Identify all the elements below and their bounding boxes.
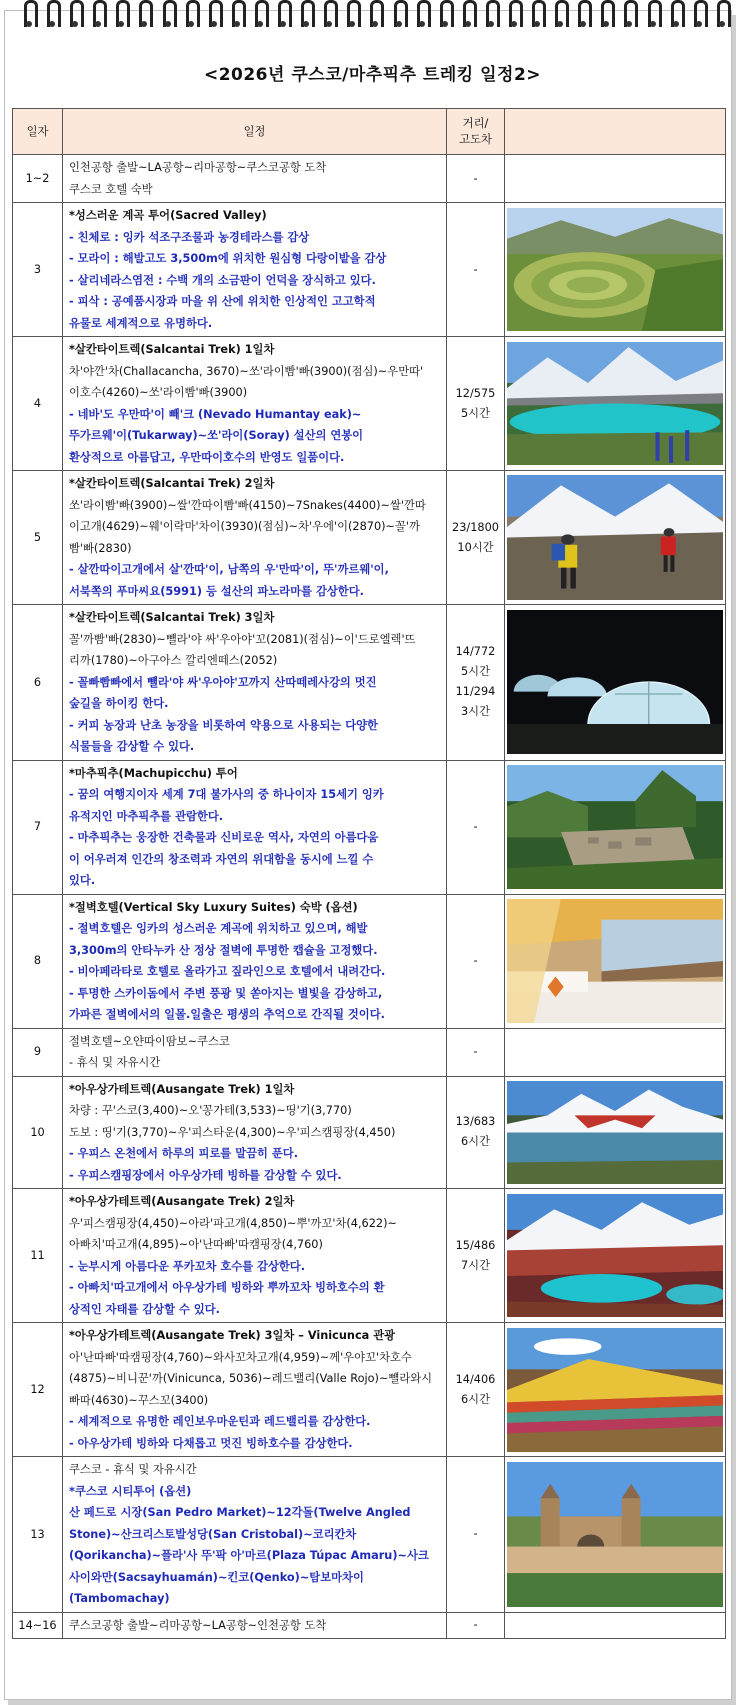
schedule-line: - 살깐따이고개에서 살'깐따'이, 남쪽의 우'만따'이, 뚜'까르웨'이,	[69, 563, 389, 576]
spiral-ring	[184, 0, 197, 32]
day-cell: 14~16	[13, 1612, 63, 1639]
spiral-ring	[669, 0, 682, 32]
spiral-ring	[530, 0, 543, 32]
schedule-line: 식물들을 감상할 수 있다.	[69, 740, 195, 753]
schedule-line: 차'야깐'차(Challacancha, 3670)~쏘'라이빰'빠(3900)(점심)~우만따'	[69, 364, 424, 378]
spiral-ring	[415, 0, 428, 32]
schedule-line: 쿠스코 호텔 숙박	[69, 182, 153, 196]
schedule-line: 이호수(4260)~쏘'라이빰'빠(3900)	[69, 386, 248, 399]
itinerary-row	[13, 1076, 726, 1189]
schedule-cell	[63, 337, 447, 471]
schedule-line: 숲길을 하이킹 한다.	[69, 697, 169, 710]
schedule-cell	[63, 894, 447, 1028]
day-cell: 5	[13, 471, 63, 605]
schedule-cell	[63, 760, 447, 894]
glacier-lake-photo	[507, 1194, 723, 1317]
day-cell: 13	[13, 1457, 63, 1613]
photo-cell	[505, 605, 726, 761]
photo-cell	[505, 337, 726, 471]
day-cell: 11	[13, 1189, 63, 1323]
distance-cell: 14/406 6시간	[447, 1323, 505, 1457]
schedule-line: *살칸타이트렉(Salcantai Trek) 3일차	[69, 611, 275, 624]
spiral-ring	[646, 0, 659, 32]
schedule-line: 빰'빠(2830)	[69, 541, 132, 555]
photo-cell	[505, 894, 726, 1028]
schedule-line: *마추픽추(Machupicchu) 투어	[69, 766, 238, 780]
schedule-line: 상적인 자태를 감상할 수 있다.	[69, 1302, 220, 1316]
spiral-ring	[230, 0, 243, 32]
spiral-ring	[114, 0, 127, 32]
distance-cell: 13/683 6시간	[447, 1076, 505, 1189]
schedule-line: - 투명한 스카이돔에서 주변 풍광 및 쏟아지는 별빛을 감상하고,	[69, 986, 383, 1000]
sky-suite-photo	[507, 899, 723, 1023]
spiral-ring	[461, 0, 474, 32]
schedule-line: 유물로 세계적으로 유명하다.	[69, 316, 213, 330]
spiral-ring	[392, 0, 405, 32]
spiral-ring	[276, 0, 289, 32]
sacred-valley-photo	[507, 208, 723, 331]
schedule-line: 인천공항 출발~LA공항~리마공항~쿠스코공항 도착	[69, 161, 327, 174]
trekkers-photo	[507, 475, 723, 600]
distance-cell: -	[447, 203, 505, 337]
spiral-ring	[68, 0, 81, 32]
schedule-line: (Qorikancha)~플라'사 뚜'팍 아'마르(Plaza Túpac Amaru)~사크	[69, 1549, 429, 1562]
humantay-lake-photo	[507, 342, 723, 465]
spiral-ring	[207, 0, 220, 32]
schedule-cell	[63, 605, 447, 761]
spiral-ring	[599, 0, 612, 32]
schedule-cell	[63, 1028, 447, 1076]
spiral-binding	[22, 0, 728, 34]
schedule-cell	[63, 1189, 447, 1323]
photo-cell	[505, 471, 726, 605]
itinerary-row	[13, 605, 726, 761]
schedule-line: 쿠스코 - 휴식 및 자유시간	[69, 1463, 197, 1476]
schedule-line: - 꼴빠빰빠에서 뺼라'야 싸'우아야'꼬까지 산따떼레사강의 멋진	[69, 675, 377, 689]
schedule-line: *아우상가테트렉(Ausangate Trek) 1일차	[69, 1082, 295, 1096]
itinerary-row	[13, 1189, 726, 1323]
schedule-line: - 마추픽추는 웅장한 건축물과 신비로운 역사, 자연의 아름다움	[69, 831, 379, 844]
schedule-cell	[63, 1323, 447, 1457]
schedule-line: 꼴'까빰'빠(2830)~뺼라'야 싸'우아야'꼬(2081)(점심)~이'드로엘렉'뜨	[69, 632, 416, 646]
spiral-ring	[622, 0, 635, 32]
schedule-line: 우'피스캠핑장(4,450)~아라'파고개(4,850)~뿌'까꼬'차(4,622)~	[69, 1216, 397, 1230]
schedule-line: 쏘'라이빰'빠(3900)~쌀'깐따이빰'빠(4150)~7Snakes(4400)~쌀'깐따	[69, 498, 426, 512]
schedule-line: *아우상가테트렉(Ausangate Trek) 2일차	[69, 1195, 295, 1208]
schedule-line: 빠따(4630)~꾸스꼬(3400)	[69, 1393, 209, 1407]
day-cell: 3	[13, 203, 63, 337]
schedule-line: - 친체로 : 잉카 석조구조물과 농경테라스를 감상	[69, 230, 310, 244]
spiral-ring	[715, 0, 728, 32]
rainbow-mountain-photo	[507, 1328, 723, 1452]
schedule-cell	[63, 1612, 447, 1639]
schedule-line: *살칸타이트렉(Salcantai Trek) 1일차	[69, 343, 275, 356]
day-cell: 7	[13, 760, 63, 894]
schedule-line: - 살리네라스염전 : 수백 개의 소금판이 언덕을 장식하고 있다.	[69, 273, 376, 287]
schedule-line: 도보 : 띵'기(3,770)~우'피스타운(4,300)~우'피스캠핑장(4,450)	[69, 1125, 396, 1139]
ausangate-photo	[507, 1081, 723, 1184]
schedule-line: *살칸타이트렉(Salcantai Trek) 2일차	[69, 477, 275, 490]
distance-cell: 15/486 7시간	[447, 1189, 505, 1323]
spiral-ring	[553, 0, 566, 32]
itinerary-row	[13, 1028, 726, 1076]
distance-cell: 12/575 5시간	[447, 337, 505, 471]
schedule-cell	[63, 471, 447, 605]
spiral-ring	[161, 0, 174, 32]
spiral-ring	[22, 0, 35, 32]
itinerary-row	[13, 471, 726, 605]
schedule-line: Stone)~산크리스토발성당(San Cristobal)~코리칸차	[69, 1527, 357, 1541]
machu-picchu-photo	[507, 765, 723, 889]
schedule-line: - 휴식 및 자유시간	[69, 1056, 161, 1069]
schedule-line: - 피삭 : 공예품시장과 마을 위 산에 위치한 인상적인 고고학적	[69, 295, 376, 308]
schedule-cell	[63, 203, 447, 337]
photo-cell	[505, 1323, 726, 1457]
spiral-ring	[137, 0, 150, 32]
schedule-cell	[63, 1076, 447, 1189]
schedule-cell	[63, 1457, 447, 1613]
photo-cell	[505, 1076, 726, 1189]
spiral-ring	[299, 0, 312, 32]
spiral-ring	[345, 0, 358, 32]
spiral-ring	[484, 0, 497, 32]
itinerary-row	[13, 1323, 726, 1457]
schedule-line: 있다.	[69, 874, 96, 887]
schedule-line: - 절벽호텔은 잉카의 성스러운 계곡에 위치하고 있으며, 해발	[69, 922, 368, 935]
distance-cell: 23/1800 10시간	[447, 471, 505, 605]
distance-cell: -	[447, 1612, 505, 1639]
schedule-line: 3,300m의 안타누카 산 정상 절벽에 투명한 캡슐을 고정했다.	[69, 943, 378, 957]
schedule-line: - 세계적으로 유명한 레인보우마운틴과 레드밸리를 감상한다.	[69, 1415, 371, 1428]
schedule-line: 절벽호텔~오얀따이땀보~쿠스코	[69, 1034, 230, 1048]
distance-cell: -	[447, 1028, 505, 1076]
schedule-cell	[63, 155, 447, 203]
photo-cell	[505, 760, 726, 894]
itinerary-body	[13, 155, 726, 1639]
photo-cell	[505, 1612, 726, 1639]
day-cell: 9	[13, 1028, 63, 1076]
schedule-line: 서북쪽의 푸마씨요(5991) 등 설산의 파노라마를 감상한다.	[69, 584, 364, 598]
photo-cell	[505, 1189, 726, 1323]
schedule-line: *아우상가테트렉(Ausangate Trek) 3일차 – Vinicunca 관광	[69, 1329, 396, 1342]
itinerary-table	[12, 108, 726, 1639]
day-cell: 8	[13, 894, 63, 1028]
header-day: 일자	[13, 109, 63, 155]
spiral-ring	[253, 0, 266, 32]
schedule-line: (4875)~비니꾼'까(Vinicunca, 5036)~레드밸리(Valle Rojo)~뺼라와시	[69, 1372, 433, 1385]
distance-cell: -	[447, 1457, 505, 1613]
page-title: <2026년 쿠스코/마추픽추 트레킹 일정2>	[203, 65, 542, 85]
spiral-ring	[507, 0, 520, 32]
itinerary-row	[13, 760, 726, 894]
header-row	[13, 109, 726, 155]
schedule-line: *절벽호텔(Vertical Sky Luxury Suites) 숙박 (옵션)	[69, 900, 358, 914]
glass-domes-photo	[507, 610, 723, 754]
schedule-line: 사이와만(Sacsayhuamán)~킨코(Qenko)~탐보마차이	[69, 1570, 364, 1584]
schedule-line: (Tambomachay)	[69, 1592, 170, 1605]
itinerary-row	[13, 203, 726, 337]
schedule-line: 아'난따빠'따캠핑장(4,760)~와사꼬차고개(4,959)~께'우야꼬'차호수	[69, 1350, 412, 1364]
schedule-line: 이 어우러져 인간의 창조력과 자연의 위대함을 동시에 느낄 수	[69, 852, 374, 866]
spiral-ring	[368, 0, 381, 32]
spiral-ring	[322, 0, 335, 32]
distance-cell: 14/772 5시간 11/294 3시간	[447, 605, 505, 761]
schedule-line: 산 페드로 시장(San Pedro Market)~12각돌(Twelve Angled	[69, 1506, 411, 1519]
day-cell: 6	[13, 605, 63, 761]
cusco-plaza-photo	[507, 1462, 723, 1607]
header-photo	[505, 109, 726, 155]
day-cell: 1~2	[13, 155, 63, 203]
itinerary-row	[13, 155, 726, 203]
photo-cell	[505, 1457, 726, 1613]
spiral-ring	[576, 0, 589, 32]
itinerary-row	[13, 337, 726, 471]
schedule-line: - 커피 농장과 난초 농장을 비롯하여 약용으로 사용되는 다양한	[69, 718, 378, 732]
schedule-line: *쿠스코 시티투어 (옵션)	[69, 1484, 192, 1498]
schedule-line: 쿠스코공항 출발~리마공항~LA공항~인천공항 도착	[69, 1618, 327, 1632]
schedule-line: - 아빠치'따고개에서 아우상가테 빙하와 뿌까꼬차 빙하호수의 환	[69, 1281, 385, 1294]
spiral-ring	[45, 0, 58, 32]
schedule-line: *성스러운 계곡 투어(Sacred Valley)	[69, 209, 267, 222]
photo-cell	[505, 155, 726, 203]
day-cell: 10	[13, 1076, 63, 1189]
spiral-ring	[692, 0, 705, 32]
itinerary-row	[13, 894, 726, 1028]
schedule-line: - 네바'도 우만따'이 빼'크 (Nevado Humantay eak)~	[69, 407, 362, 421]
schedule-line: 환상적으로 아름답고, 우만따이호수의 반영도 일품이다.	[69, 450, 345, 464]
distance-cell: -	[447, 760, 505, 894]
schedule-line: 유적지인 마추픽추를 관람한다.	[69, 809, 224, 823]
schedule-line: 이고개(4629)~웨'이락마'차이(3930)(점심)~차'우에'이(2870)~꼴'까	[69, 520, 420, 533]
spiral-ring	[91, 0, 104, 32]
schedule-line: - 모라이 : 해발고도 3,500m에 위치한 원심형 다랑이밭을 감상	[69, 252, 387, 265]
header-schedule: 일정	[63, 109, 447, 155]
spiral-ring	[438, 0, 451, 32]
schedule-line: 아빠치'따고개(4,895)~아'난따빠'따캠핑장(4,760)	[69, 1238, 323, 1251]
schedule-line: - 우피스 온천에서 하루의 피로를 말끔히 푼다.	[69, 1147, 299, 1160]
schedule-line: - 눈부시게 아름다운 푸카꼬차 호수를 감상한다.	[69, 1259, 305, 1273]
day-cell: 12	[13, 1323, 63, 1457]
itinerary-row	[13, 1457, 726, 1613]
distance-cell: -	[447, 894, 505, 1028]
distance-cell: -	[447, 155, 505, 203]
schedule-line: - 꿈의 여행지이자 세계 7대 불가사의 중 하나이자 15세기 잉카	[69, 788, 384, 801]
itinerary-row	[13, 1612, 726, 1639]
schedule-line: - 비아페라타로 호텔로 올라가고 짚라인으로 호텔에서 내려간다.	[69, 965, 386, 978]
day-cell: 4	[13, 337, 63, 471]
header-distance: 거리/ 고도차	[447, 109, 505, 155]
schedule-line: - 아우상가테 빙하와 다채롭고 멋진 빙하호수를 감상한다.	[69, 1436, 353, 1450]
photo-cell	[505, 203, 726, 337]
schedule-line: 차량 : 꾸'스코(3,400)~오'꽁가테(3,533)~띵'기(3,770)	[69, 1104, 352, 1117]
schedule-line: 뚜가르웨'이(Tukarway)~쏘'라이(Soray) 설산의 연봉이	[69, 429, 364, 442]
schedule-line: - 우피스캠핑장에서 아우상가테 빙하를 감상할 수 있다.	[69, 1168, 342, 1182]
photo-cell	[505, 1028, 726, 1076]
schedule-line: 리까(1780)~아구아스 깔리엔떼스(2052)	[69, 654, 278, 667]
schedule-line: 가파른 절벽에서의 일몰.일출은 평생의 추억으로 간직될 것이다.	[69, 1008, 385, 1021]
